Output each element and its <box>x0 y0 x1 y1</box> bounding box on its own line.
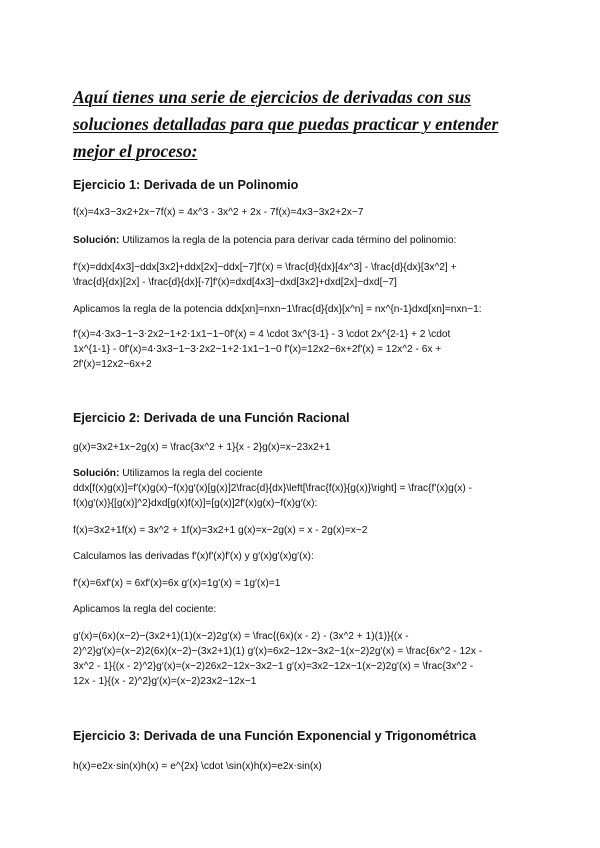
exercise-2-definitions: f(x)=3x2+1f(x) = 3x^2 + 1f(x)=3x2+1 g(x)=x−2g(x) = x - 2g(x)=x−2 <box>73 525 368 536</box>
exercise-1-function: f(x)=4x3−3x2+2x−7f(x) = 4x^3 - 3x^2 + 2x - 7f(x)=4x3−3x2+2x−7 <box>73 207 364 218</box>
exercise-1-equation-line: f′(x)=ddx[4x3]−ddx[3x2]+ddx[2x]−ddx[−7]f'(x) = \frac{d}{dx}[4x^3] - \frac{d}{dx}[3x^2] + <box>73 262 457 273</box>
exercise-2-result-line: g′(x)=(6x)(x−2)−(3x2+1)(1)(x−2)2g'(x) = \frac{(6x)(x - 2) - (3x^2 + 1)(1)}{(x - <box>73 631 409 642</box>
exercise-2-heading: Ejercicio 2: Derivada de una Función Racional <box>73 411 350 425</box>
exercise-2-quotient-rule-line: f(x)g'(x)}{[g(x)]^2}dxd[g(x)f(x)]=[g(x)]2f′(x)g(x)−f(x)g′(x): <box>73 498 318 509</box>
exercise-2-result-line: 2)^2}g′(x)=(x−2)2(6x)(x−2)−(3x2+1)(1) g′(x)=6x2−12x−3x2−1(x−2)2g'(x) = \frac{6x^2 - 12x - <box>73 646 483 657</box>
exercise-1-equation-line: \frac{d}{dx}[2x] - \frac{d}{dx}[-7]f′(x)=dxd[4x3]−dxd[3x2]+dxd[2x]−dxd[−7] <box>73 277 397 288</box>
exercise-2-quotient-rule-line: ddx[f(x)g(x)]=f′(x)g(x)−f(x)g′(x)[g(x)]2\frac{d}{dx}\left[\frac{f(x)}{g(x)}\right] = \frac{f'(x)g(x) - <box>73 483 472 494</box>
solution-text: Utilizamos la regla de la potencia para derivar cada término del polinomio: <box>119 235 457 246</box>
solution-label: Solución: <box>73 235 120 246</box>
exercise-1-heading: Ejercicio 1: Derivada de un Polinomio <box>73 178 299 192</box>
exercise-2-solution-intro <box>73 466 533 481</box>
exercise-1-result-line: 2f′(x)=12x2−6x+2 <box>73 359 152 370</box>
exercise-1-result-line: f′(x)=4⋅3x3−1−3⋅2x2−1+2⋅1x1−1−0f'(x) = 4 \cdot 3x^{3-1} - 3 \cdot 2x^{2-1} + 2 \cdot <box>73 329 451 340</box>
exercise-2-calc-text: Calculamos las derivadas f′(x)f'(x)f′(x) y g′(x)g'(x)g′(x): <box>73 551 314 562</box>
exercise-2-apply-text: Aplicamos la regla del cociente: <box>73 604 217 615</box>
solution-label: Solución: <box>73 468 120 479</box>
exercise-2-derivatives: f′(x)=6xf'(x) = 6xf′(x)=6x g′(x)=1g'(x) = 1g′(x)=1 <box>73 578 281 589</box>
exercise-3-heading: Ejercicio 3: Derivada de una Función Exponencial y Trigonométrica <box>73 729 477 743</box>
solution-text: Utilizamos la regla del cociente <box>119 468 263 479</box>
exercise-2-function: g(x)=3x2+1x−2g(x) = \frac{3x^2 + 1}{x - 2}g(x)=x−23x2+1 <box>73 442 331 453</box>
document-title: Aquí tienes una serie de ejercicios de derivadas con sus soluciones detalladas para que puedas practicar y entender mejor el proceso: <box>73 87 499 161</box>
exercise-2-result-line: 12x - 1}{(x - 2)^2}g′(x)=(x−2)23x2−12x−1 <box>73 676 257 687</box>
exercise-1-result-line: 1x^{1-1} - 0f′(x)=4⋅3x3−1−3⋅2x2−1+2⋅1x1−1−0 f′(x)=12x2−6x+2f'(x) = 12x^2 - 6x + <box>73 344 442 355</box>
exercise-3-function: h(x)=e2x⋅sin⁡(x)h(x) = e^{2x} \cdot \sin(x)h(x)=e2x⋅sin(x) <box>73 761 322 772</box>
exercise-2-result-line: 3x^2 - 1}{(x - 2)^2}g′(x)=(x−2)26x2−12x−3x2−1 g′(x)=3x2−12x−1(x−2)2g'(x) = \frac{3x^2 - <box>73 661 474 672</box>
exercise-1-power-rule: Aplicamos la regla de la potencia ddx[xn]=nxn−1\frac{d}{dx}[x^n] = nx^{n-1}dxd[xn]=nxn−1: <box>73 304 482 315</box>
exercise-1-solution-intro <box>73 233 533 248</box>
